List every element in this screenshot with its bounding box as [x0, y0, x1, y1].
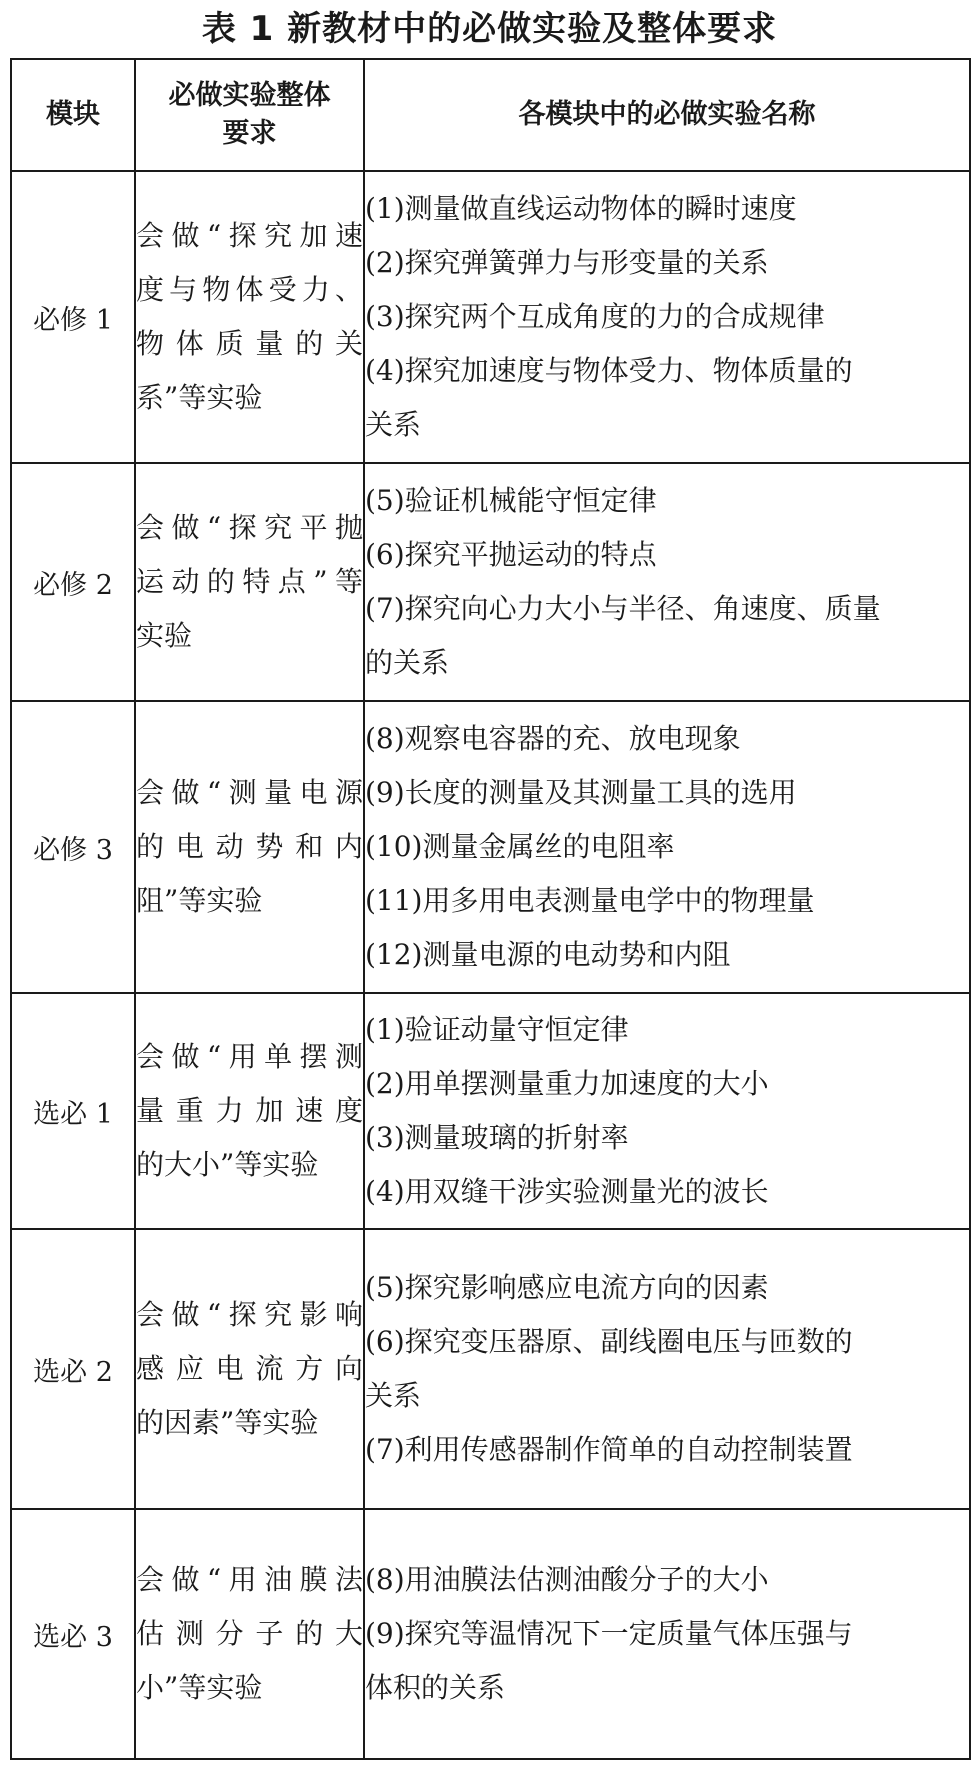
- requirement-line: 会做“测量电源: [136, 776, 363, 809]
- header-row: [11, 59, 970, 171]
- requirement-line: 小”等实验: [136, 1671, 263, 1704]
- table-title: 表 1 新教材中的必做实验及整体要求: [201, 9, 778, 49]
- experiments-cell: [364, 1509, 970, 1759]
- module-cell: 必修 2: [11, 463, 135, 701]
- requirement-line: 会做“探究加速: [136, 219, 363, 252]
- requirement-cell: [135, 993, 364, 1229]
- table-row: [11, 701, 970, 993]
- table-row: [11, 171, 970, 463]
- header-experiments: 各模块中的必做实验名称: [364, 59, 970, 171]
- experiment-item: (2)用单摆测量重力加速度的大小: [365, 1067, 769, 1100]
- module-cell: 必修 1: [11, 171, 135, 463]
- requirement-line: 系”等实验: [136, 381, 263, 414]
- requirement-line: 的因素”等实验: [136, 1406, 319, 1439]
- experiment-item: (8)观察电容器的充、放电现象: [365, 722, 741, 755]
- experiment-item: (3)探究两个互成角度的力的合成规律: [365, 300, 825, 333]
- requirement-line: 会做“探究平抛: [136, 511, 363, 544]
- table-row: [11, 1229, 970, 1509]
- experiment-item: (10)测量金属丝的电阻率: [365, 830, 675, 863]
- table-row: [11, 993, 970, 1229]
- experiment-item: (4)探究加速度与物体受力、物体质量的: [365, 354, 853, 387]
- requirement-line: 会做“用油膜法: [136, 1563, 363, 1596]
- experiment-item: (9)探究等温情况下一定质量气体压强与: [365, 1617, 853, 1650]
- requirement-line: 运动的特点”等: [136, 565, 363, 598]
- requirement-line: 的电动势和内: [136, 830, 363, 863]
- requirement-line: 估测分子的大: [136, 1617, 363, 1650]
- experiments-cell: [364, 463, 970, 701]
- experiment-item: (8)用油膜法估测油酸分子的大小: [365, 1563, 769, 1596]
- requirement-cell: [135, 701, 364, 993]
- experiment-item: (6)探究平抛运动的特点: [365, 538, 657, 571]
- header-requirement-line2: 要求: [222, 118, 277, 149]
- requirement-line: 阻”等实验: [136, 884, 263, 917]
- table-row: [11, 463, 970, 701]
- experiment-item: (6)探究变压器原、副线圈电压与匝数的: [365, 1325, 853, 1358]
- header-requirement: [135, 59, 364, 171]
- experiments-cell: [364, 993, 970, 1229]
- experiment-item: (3)测量玻璃的折射率: [365, 1121, 629, 1154]
- requirement-cell: [135, 171, 364, 463]
- requirement-cell: [135, 463, 364, 701]
- module-cell: 选必 2: [11, 1229, 135, 1509]
- module-cell: 必修 3: [11, 701, 135, 993]
- experiments-cell: [364, 171, 970, 463]
- requirement-cell: [135, 1229, 364, 1509]
- experiment-item: (2)探究弹簧弹力与形变量的关系: [365, 246, 769, 279]
- requirement-line: 物体质量的关: [136, 327, 363, 360]
- experiment-item: (4)用双缝干涉实验测量光的波长: [365, 1175, 769, 1208]
- module-cell: 选必 3: [11, 1509, 135, 1759]
- experiment-item: 关系: [365, 408, 422, 441]
- requirement-line: 感应电流方向: [136, 1352, 363, 1385]
- experiment-item: (7)探究向心力大小与半径、角速度、质量: [365, 592, 881, 625]
- experiments-cell: [364, 1229, 970, 1509]
- requirement-line: 量重力加速度: [136, 1094, 363, 1127]
- experiment-item: 体积的关系: [365, 1671, 506, 1704]
- experiment-item: (1)测量做直线运动物体的瞬时速度: [365, 192, 797, 225]
- requirement-line: 会做“用单摆测: [136, 1040, 363, 1073]
- experiment-item: (5)探究影响感应电流方向的因素: [365, 1271, 769, 1304]
- experiments-table: [10, 58, 971, 1760]
- experiment-item: (7)利用传感器制作简单的自动控制装置: [365, 1433, 853, 1466]
- module-cell: 选必 1: [11, 993, 135, 1229]
- header-requirement-line1: 必做实验整体: [168, 80, 331, 111]
- requirement-line: 会做“探究影响: [136, 1298, 363, 1331]
- experiment-item: (5)验证机械能守恒定律: [365, 484, 657, 517]
- requirement-cell: [135, 1509, 364, 1759]
- experiment-item: (1)验证动量守恒定律: [365, 1013, 629, 1046]
- experiment-item: 的关系: [365, 646, 450, 679]
- experiment-item: (11)用多用电表测量电学中的物理量: [365, 884, 815, 917]
- table-row: [11, 1509, 970, 1759]
- experiment-item: (12)测量电源的电动势和内阻: [365, 938, 731, 971]
- header-module: 模块: [11, 59, 135, 171]
- experiments-cell: [364, 701, 970, 993]
- requirement-line: 度与物体受力、: [136, 273, 363, 306]
- requirement-line: 的大小”等实验: [136, 1148, 319, 1181]
- experiment-item: 关系: [365, 1379, 422, 1412]
- experiment-item: (9)长度的测量及其测量工具的选用: [365, 776, 797, 809]
- requirement-line: 实验: [136, 619, 193, 652]
